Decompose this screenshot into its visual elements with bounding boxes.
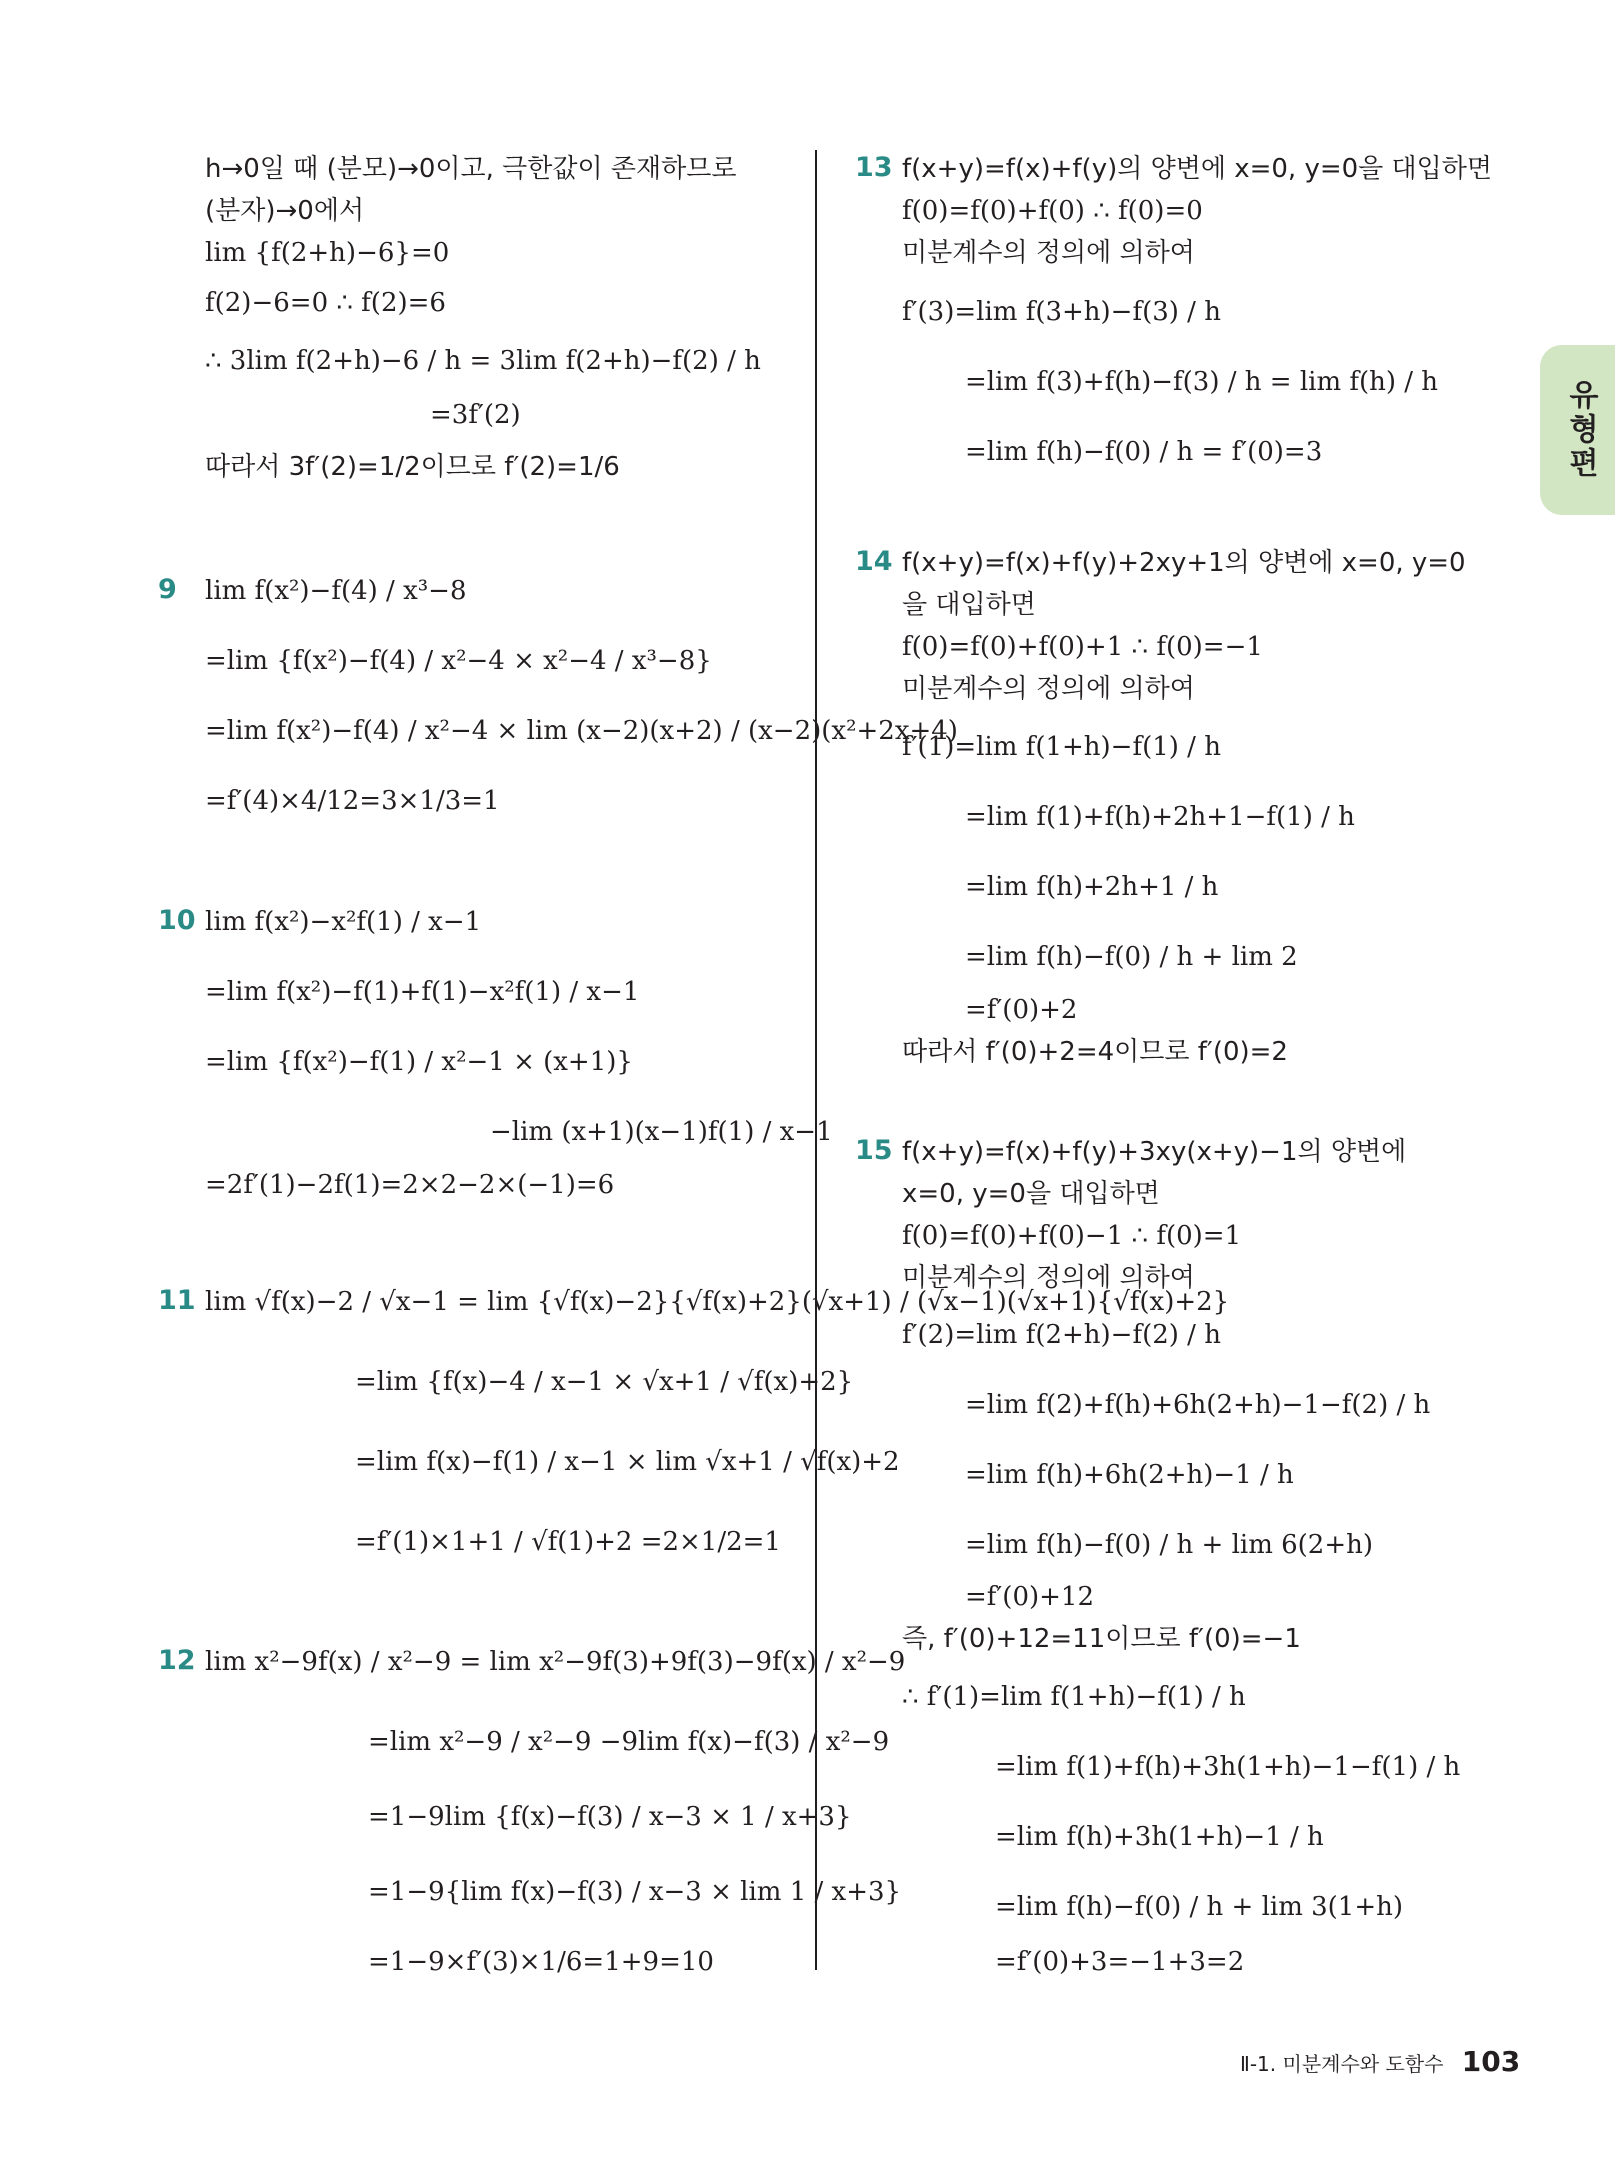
p15-line-3: f(0)=f(0)+f(0)−1 ∴ f(0)=1 [902,1221,1242,1251]
p15-line-11: ∴ f′(1)=lim f(1+h)−f(1) / h [902,1682,1246,1712]
p14-line-2: 을 대입하면 [902,590,1036,620]
p14-line-7: =lim f(h)+2h+1 / h [965,872,1219,902]
p15-line-1: f(x+y)=f(x)+f(y)+3xy(x+y)−1의 양변에 [902,1137,1407,1167]
problem-number-11: 11 [158,1285,196,1316]
p15-line-12: =lim f(1)+f(h)+3h(1+h)−1−f(1) / h [995,1752,1461,1782]
p11-line-1: lim √f(x)−2 / √x−1 = lim {√f(x)−2}{√f(x)+2}(√x+1) / (√x−1)(√x+1){√f(x)+2} [205,1287,1230,1317]
problem-number-13: 13 [855,152,893,183]
p15-line-6: =lim f(2)+f(h)+6h(2+h)−1−f(2) / h [965,1390,1431,1420]
p13-line-2: f(0)=f(0)+f(0) ∴ f(0)=0 [902,196,1203,226]
p13-line-5: =lim f(3)+f(h)−f(3) / h = lim f(h) / h [965,367,1439,397]
p10-line-3: =lim {f(x²)−f(1) / x²−1 × (x+1)} [205,1047,633,1077]
problem-number-10: 10 [158,905,196,936]
p8-line-5: ∴ 3lim f(2+h)−6 / h = 3lim f(2+h)−f(2) / h [205,346,761,376]
problem-number-12: 12 [158,1645,196,1676]
p15-line-10: 즉, f′(0)+12=11이므로 f′(0)=−1 [902,1624,1301,1654]
p15-line-13: =lim f(h)+3h(1+h)−1 / h [995,1822,1324,1852]
p8-line-7: 따라서 3f′(2)=1/2이므로 f′(2)=1/6 [205,452,620,482]
p8-line-1: h→0일 때 (분모)→0이고, 극한값이 존재하므로 [205,154,737,184]
p13-line-4: f′(3)=lim f(3+h)−f(3) / h [902,297,1221,327]
p15-line-5: f′(2)=lim f(2+h)−f(2) / h [902,1320,1221,1350]
p12-line-2: =lim x²−9 / x²−9 −9lim f(x)−f(3) / x²−9 [368,1727,890,1757]
p12-line-5: =1−9×f′(3)×1/6=1+9=10 [368,1947,714,1977]
p13-line-3: 미분계수의 정의에 의하여 [902,238,1195,268]
p8-line-3: lim {f(2+h)−6}=0 [205,238,450,268]
p15-line-2: x=0, y=0을 대입하면 [902,1179,1160,1209]
p14-line-4: 미분계수의 정의에 의하여 [902,674,1195,704]
p15-line-15: =f′(0)+3=−1+3=2 [995,1947,1245,1977]
p14-line-3: f(0)=f(0)+f(0)+1 ∴ f(0)=−1 [902,632,1263,662]
p9-line-1: lim f(x²)−f(4) / x³−8 [205,576,467,606]
p10-line-1: lim f(x²)−x²f(1) / x−1 [205,907,482,937]
p11-line-4: =f′(1)×1+1 / √f(1)+2 =2×1/2=1 [355,1527,781,1557]
p11-line-2: =lim {f(x)−4 / x−1 × √x+1 / √f(x)+2} [355,1367,854,1397]
p13-line-1: f(x+y)=f(x)+f(y)의 양변에 x=0, y=0을 대입하면 [902,154,1493,184]
chapter-label: Ⅱ-1. 미분계수와 도함수 [1240,2052,1444,2076]
p10-line-5: =2f′(1)−2f(1)=2×2−2×(−1)=6 [205,1170,615,1200]
p9-line-4: =f′(4)×4/12=3×1/3=1 [205,786,500,816]
problem-number-15: 15 [855,1135,893,1166]
p15-line-14: =lim f(h)−f(0) / h + lim 3(1+h) [995,1892,1404,1922]
p13-line-6: =lim f(h)−f(0) / h = f′(0)=3 [965,437,1323,467]
p15-line-8: =lim f(h)−f(0) / h + lim 6(2+h) [965,1530,1374,1560]
p12-line-1: lim x²−9f(x) / x²−9 = lim x²−9f(3)+9f(3)−9f(x) / x²−9 [205,1647,906,1677]
p14-line-6: =lim f(1)+f(h)+2h+1−f(1) / h [965,802,1355,832]
page-footer [1240,2045,1520,2078]
p10-line-2: =lim f(x²)−f(1)+f(1)−x²f(1) / x−1 [205,977,640,1007]
p12-line-4: =1−9{lim f(x)−f(3) / x−3 × lim 1 / x+3} [368,1877,902,1907]
p9-line-3: =lim f(x²)−f(4) / x²−4 × lim (x−2)(x+2) / (x−2)(x²+2x+4) [205,716,958,746]
page-number: 103 [1461,2045,1521,2078]
section-tab-label: 유형편 [1563,379,1598,481]
section-tab [1540,345,1615,515]
p14-line-8: =lim f(h)−f(0) / h + lim 2 [965,942,1298,972]
p8-line-2: (분자)→0에서 [205,196,365,226]
p11-line-3: =lim f(x)−f(1) / x−1 × lim √x+1 / √f(x)+2 [355,1447,900,1477]
p15-line-4: 미분계수의 정의에 의하여 [902,1263,1195,1293]
problem-number-14: 14 [855,546,893,577]
p15-line-9: =f′(0)+12 [965,1582,1095,1612]
p12-line-3: =1−9lim {f(x)−f(3) / x−3 × 1 / x+3} [368,1802,852,1832]
p9-line-2: =lim {f(x²)−f(4) / x²−4 × x²−4 / x³−8} [205,646,712,676]
p14-line-9: =f′(0)+2 [965,995,1078,1025]
p15-line-7: =lim f(h)+6h(2+h)−1 / h [965,1460,1294,1490]
p14-line-5: f′(1)=lim f(1+h)−f(1) / h [902,732,1221,762]
column-divider [815,150,817,1970]
p10-line-4: −lim (x+1)(x−1)f(1) / x−1 [490,1117,833,1147]
p8-line-4: f(2)−6=0 ∴ f(2)=6 [205,288,446,318]
p14-line-10: 따라서 f′(0)+2=4이므로 f′(0)=2 [902,1037,1288,1067]
p8-line-6: =3f′(2) [430,400,521,430]
problem-number-9: 9 [158,574,177,605]
p14-line-1: f(x+y)=f(x)+f(y)+2xy+1의 양변에 x=0, y=0 [902,548,1466,578]
